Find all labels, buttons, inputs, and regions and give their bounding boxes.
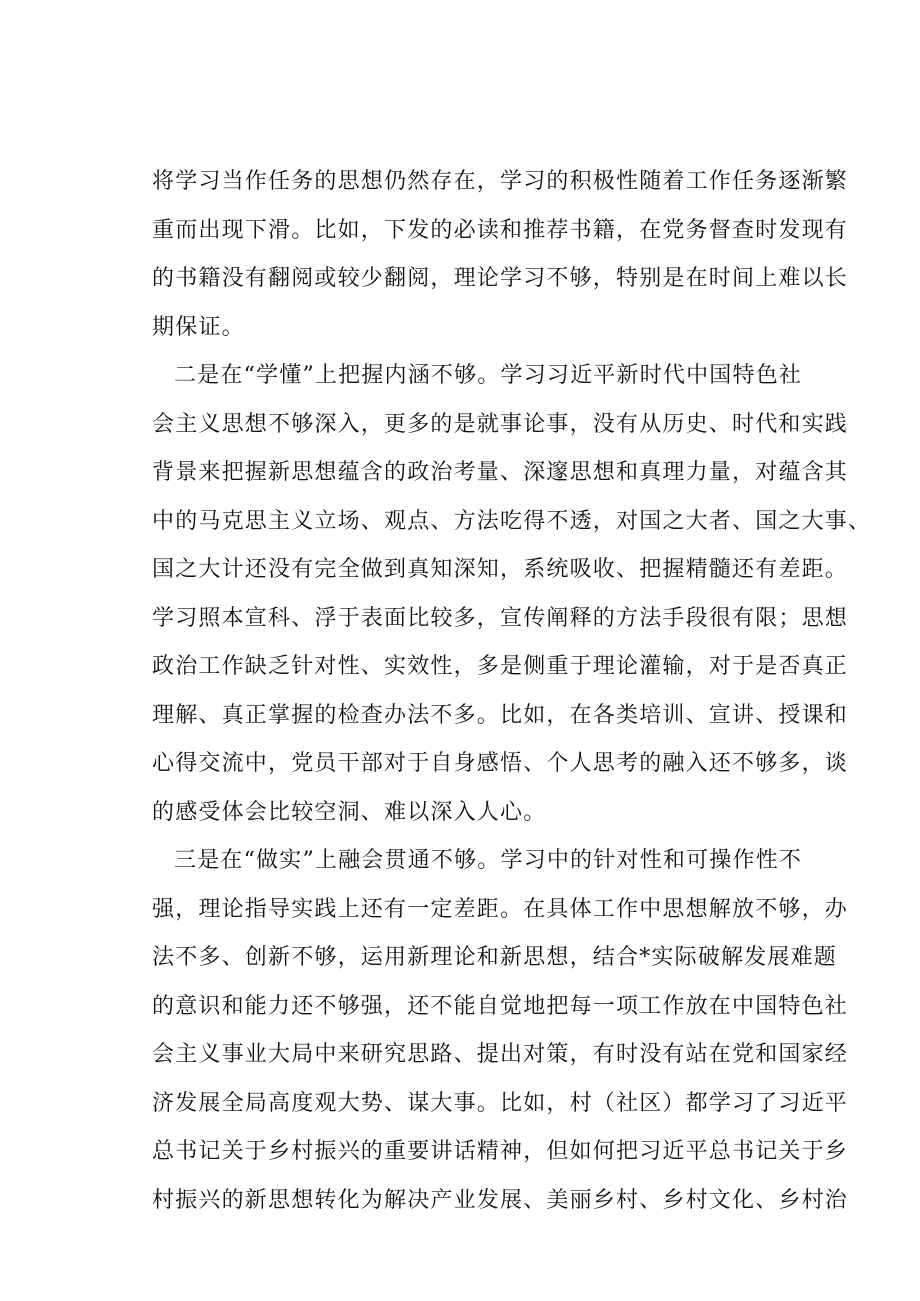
text-line: 的意识和能力还不够强，还不能自觉地把每一项工作放在中国特色社 [152, 993, 849, 1019]
text-line: 的感受体会比较空洞、难以深入人心。 [152, 799, 547, 825]
text-line: 济发展全局高度观大势、谋大事。比如，村（社区）都学习了习近平 [152, 1090, 849, 1116]
text-line: 强，理论指导实践上还有一定差距。在具体工作中思想解放不够，办 [152, 896, 849, 922]
text-line: 村振兴的新思想转化为解决产业发展、美丽乡村、乡村文化、乡村治 [152, 1187, 849, 1213]
paragraph-start-line: 二是在“学懂”上把握内涵不够。学习习近平新时代中国特色社 [174, 363, 803, 388]
text-line: 将学习当作任务的思想仍然存在，学习的积极性随着工作任务逐渐繁 [152, 169, 849, 194]
text-line: 重而出现下滑。比如，下发的必读和推荐书籍，在党务督查时发现有 [152, 217, 849, 243]
body-text [152, 158, 872, 1225]
text-line: 法不多、创新不够，运用新理论和新思想，结合*实际破解发展难题 [152, 945, 838, 970]
text-line: 理解、真正掌握的检查办法不多。比如，在各类培训、宣讲、授课和 [152, 702, 849, 728]
text-line: 心得交流中，党员干部对于自身感悟、个人思考的融入还不够多，谈 [152, 751, 849, 776]
text-line: 国之大计还没有完全做到真知深知，系统吸收、把握精髓还有差距。 [152, 557, 849, 582]
text-line: 政治工作缺乏针对性、实效性，多是侧重于理论灌输，对于是否真正 [152, 654, 849, 679]
text-line: 总书记关于乡村振兴的重要讲话精神，但如何把习近平总书记关于乡 [152, 1139, 849, 1164]
text-line: 学习照本宣科、浮于表面比较多，宣传阐释的方法手段很有限；思想 [152, 605, 849, 631]
text-line: 会主义思想不够深入，更多的是就事论事，没有从历史、时代和实践 [152, 411, 849, 437]
text-line: 背景来把握新思想蕴含的政治考量、深邃思想和真理力量，对蕴含其 [152, 460, 849, 485]
text-line: 的书籍没有翻阅或较少翻阅，理论学习不够，特别是在时间上难以长 [152, 266, 849, 291]
text-line: 会主义事业大局中来研究思路、提出对策，有时没有站在党和国家经 [152, 1042, 849, 1067]
paragraph-start-line: 三是在“做实”上融会贯通不够。学习中的针对性和可操作性不 [174, 848, 803, 873]
text-line: 中的马克思主义立场、观点、方法吃得不透，对国之大者、国之大事、 [152, 508, 872, 534]
text-line: 期保证。 [152, 314, 245, 340]
